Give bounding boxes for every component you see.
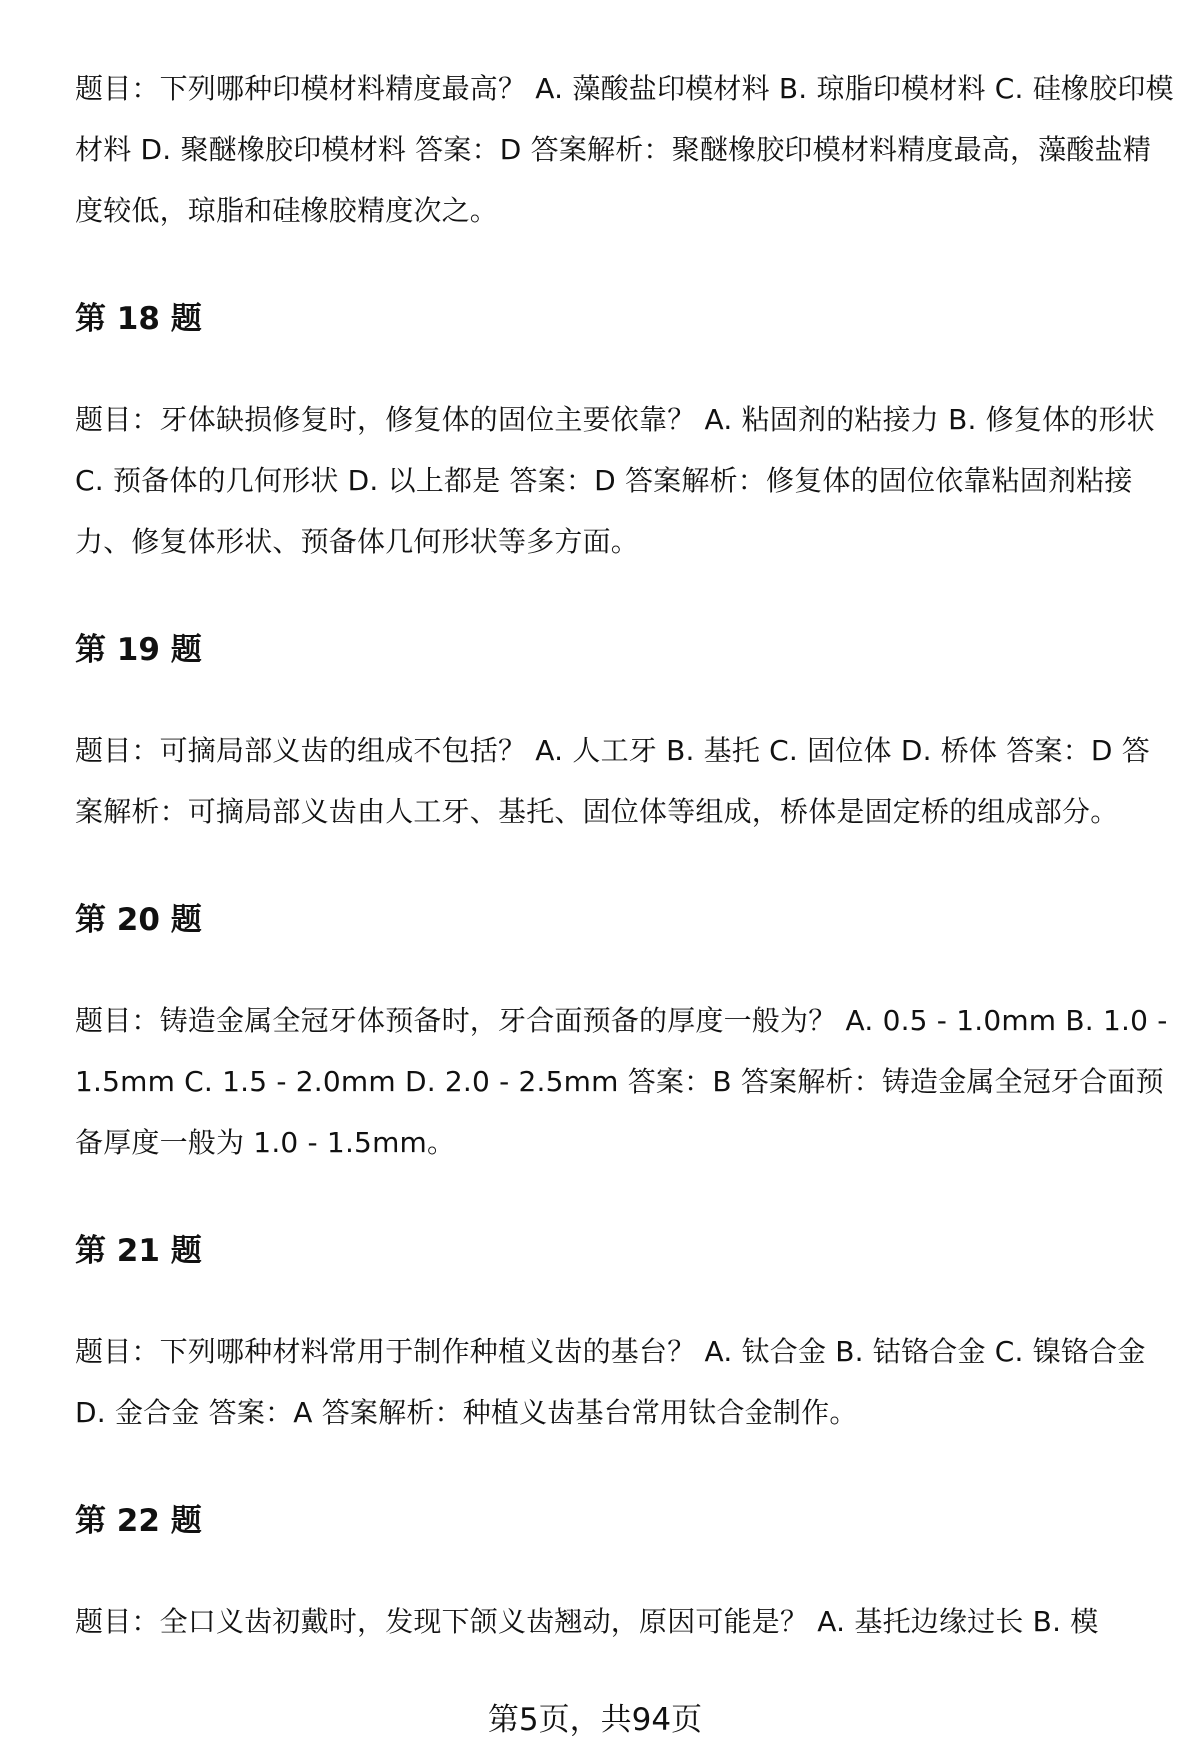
question-19-body: 题目：可摘局部义齿的组成不包括？ A. 人工牙 B. 基托 C. 固位体 D. 桥体 答案：D 答案解析：可摘局部义齿由人工牙、基托、固位体等组成，桥体是固定桥的组成部分。 <box>75 734 1150 828</box>
document-page <box>75 58 1175 1652</box>
question-22-body: 题目：全口义齿初戴时，发现下颌义齿翘动，原因可能是？ A. 基托边缘过长 B. 模 <box>75 1605 1099 1638</box>
question-19-heading: 第 19 题 <box>75 632 202 668</box>
question-21-body: 题目：下列哪种材料常用于制作种植义齿的基台？ A. 钛合金 B. 钴铬合金 C. 镍铬合金 D. 金合金 答案：A 答案解析：种植义齿基台常用钛合金制作。 <box>75 1335 1146 1429</box>
question-20-heading: 第 20 题 <box>75 902 202 938</box>
question-22-heading: 第 22 题 <box>75 1503 202 1539</box>
question-18-body: 题目：牙体缺损修复时，修复体的固位主要依靠？ A. 粘固剂的粘接力 B. 修复体的形状 C. 预备体的几何形状 D. 以上都是 答案：D 答案解析：修复体的固位依靠粘固剂粘接力、修复体形状、预备体几何形状等多方面。 <box>75 403 1155 558</box>
question-21-heading: 第 21 题 <box>75 1233 202 1269</box>
question-20-body: 题目：铸造金属全冠牙体预备时，牙合面预备的厚度一般为？ A. 0.5 - 1.0mm B. 1.0 - 1.5mm C. 1.5 - 2.0mm D. 2.0 - 2.5mm 答案：B 答案解析：铸造金属全冠牙合面预备厚度一般为 1.0 - 1.5mm。 <box>75 1004 1168 1159</box>
question-17-body: 题目：下列哪种印模材料精度最高？ A. 藻酸盐印模材料 B. 琼脂印模材料 C. 硅橡胶印模材料 D. 聚醚橡胶印模材料 答案：D 答案解析：聚醚橡胶印模材料精度最高，藻酸盐精度较低，琼脂和硅橡胶精度次之。 <box>75 72 1174 227</box>
page-footer: 第5页，共94页 <box>487 1702 703 1738</box>
question-18-heading: 第 18 题 <box>75 301 202 337</box>
